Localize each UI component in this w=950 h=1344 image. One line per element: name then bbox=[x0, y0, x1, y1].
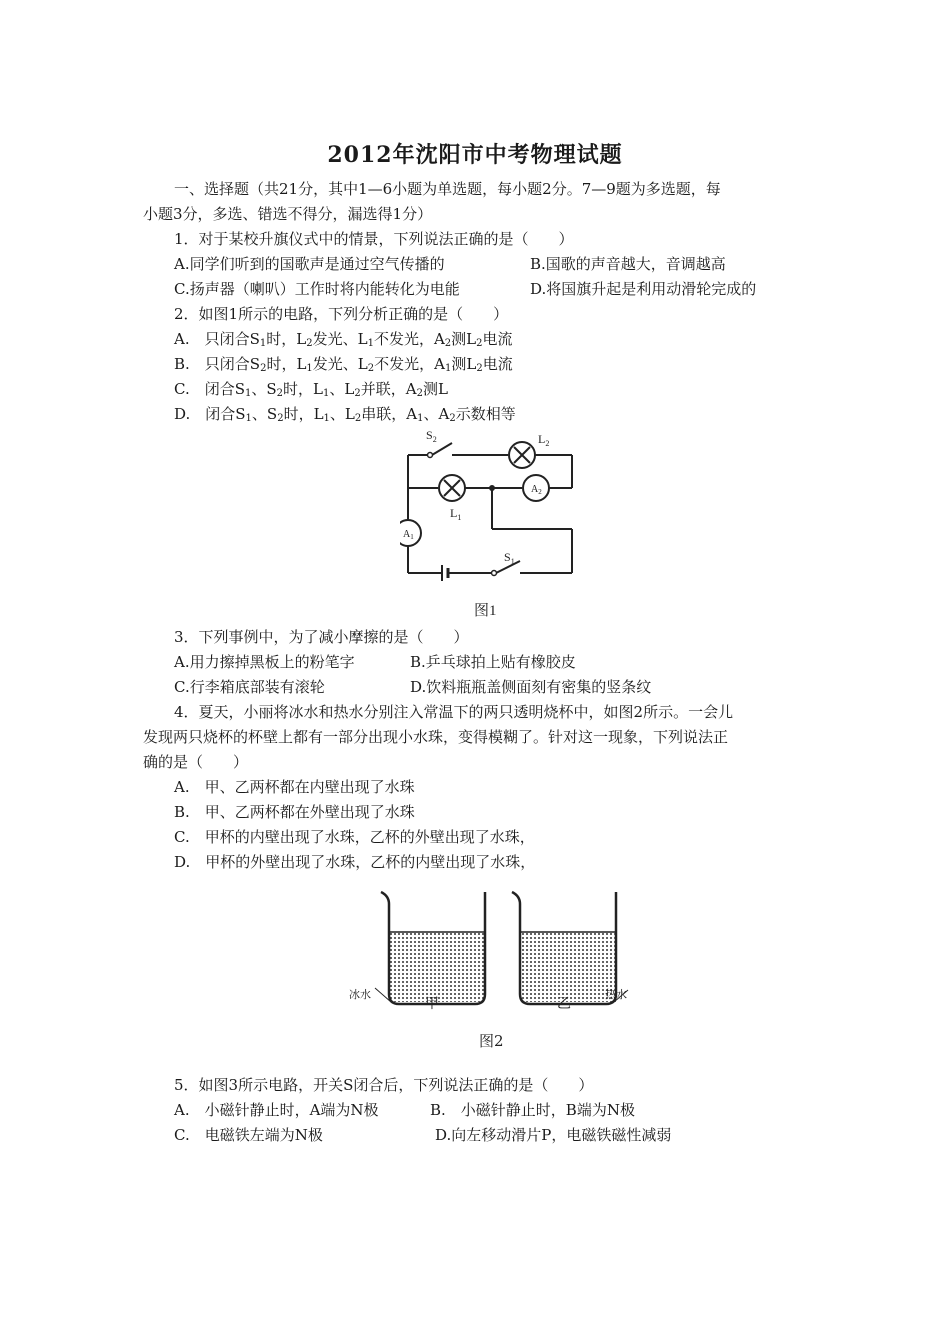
question-3-option-d: D.饮料瓶瓶盖侧面刻有密集的竖条纹 bbox=[410, 678, 652, 696]
question-3-option-b: B.乒乓球拍上贴有橡胶皮 bbox=[410, 653, 576, 671]
question-3-option-a: A.用力擦掉黑板上的粉笔字 bbox=[174, 653, 355, 671]
question-1-option-d: D.将国旗升起是利用动滑轮完成的 bbox=[530, 280, 757, 298]
label-l2: $L_2$ bbox=[538, 432, 550, 448]
figure-1-caption: 图1 bbox=[474, 603, 497, 619]
question-5-stem: 5．如图3所示电路，开关S闭合后，下列说法正确的是（ ） bbox=[174, 1076, 594, 1094]
question-2-option-d: D. 闭合$S_1$、$S_2$时，$L_1$、$L_2$串联，$A_1$、$A_2$示数相等 bbox=[174, 405, 516, 424]
figure-1-circuit-diagram bbox=[400, 425, 590, 625]
question-4-option-d: D. 甲杯的外壁出现了水珠，乙杯的内壁出现了水珠， bbox=[174, 853, 536, 871]
label-s2: $S_2$ bbox=[426, 428, 437, 444]
label-hot-water: 热水 bbox=[605, 988, 627, 1001]
question-2-stem: 2．如图1所示的电路，下列分析正确的是（ ） bbox=[174, 305, 509, 323]
question-1-stem: 1．对于某校升旗仪式中的情景，下列说法正确的是（ ） bbox=[174, 230, 574, 248]
figure-2-beakers bbox=[345, 880, 645, 1060]
question-2-option-c: C. 闭合$S_1$、$S_2$时，$L_1$、$L_2$并联，$A_2$测L bbox=[174, 380, 448, 399]
question-2-option-b: B. 只闭合$S_2$时，$L_1$发光、$L_2$不发光，$A_1$测$L_2$电流 bbox=[174, 355, 513, 374]
label-jia: 甲 bbox=[425, 996, 439, 1012]
question-4-stem-line1: 4．夏天，小丽将冰水和热水分别注入常温下的两只透明烧杯中，如图2所示。一会儿 bbox=[174, 703, 734, 721]
question-4-option-c: C. 甲杯的内壁出现了水珠，乙杯的外壁出现了水珠， bbox=[174, 828, 535, 846]
question-5-option-c: C. 电磁铁左端为N极 bbox=[174, 1126, 323, 1144]
figure-2-caption: 图2 bbox=[479, 1032, 504, 1050]
question-2-option-a: A. 只闭合$S_1$时，$L_2$发光、$L_1$不发光，$A_2$测$L_2$电流 bbox=[174, 330, 513, 349]
question-4-option-b: B. 甲、乙两杯都在外壁出现了水珠 bbox=[174, 803, 415, 821]
label-l1: $L_1$ bbox=[450, 506, 462, 522]
section-heading-line1: 一、选择题（共21分，其中1—6小题为单选题，每小题2分。7—9题为多选题，每 bbox=[174, 180, 721, 198]
label-ice-water: 冰水 bbox=[349, 988, 371, 1001]
label-a2: $A_2$ bbox=[531, 484, 542, 496]
question-5-option-d: D.向左移动滑片P，电磁铁磁性减弱 bbox=[435, 1126, 672, 1144]
label-yi: 乙 bbox=[557, 996, 571, 1012]
question-5-option-a: A. 小磁针静止时，A端为N极 bbox=[174, 1101, 379, 1119]
question-4-stem-line2: 发现两只烧杯的杯壁上都有一部分出现小水珠，变得模糊了。针对这一现象，下列说法正 bbox=[143, 728, 729, 746]
question-4-stem-line3: 确的是（ ） bbox=[143, 753, 249, 771]
question-3-option-c: C.行李箱底部装有滚轮 bbox=[174, 678, 325, 696]
section-heading-line2: 小题3分，多选、错选不得分，漏选得1分） bbox=[143, 205, 433, 223]
question-3-stem: 3．下列事例中，为了减小摩擦的是（ ） bbox=[174, 628, 469, 646]
beaker-jia bbox=[375, 892, 485, 1004]
question-1-option-a: A.同学们听到的国歌声是通过空气传播的 bbox=[174, 255, 445, 273]
page-title: 2012年沈阳市中考物理试题 bbox=[327, 142, 623, 168]
label-s1: $S_1$ bbox=[504, 550, 515, 566]
label-a1: $A_1$ bbox=[403, 529, 414, 541]
question-1-option-b: B.国歌的声音越大，音调越高 bbox=[530, 255, 726, 273]
question-1-option-c: C.扬声器（喇叭）工作时将内能转化为电能 bbox=[174, 280, 460, 298]
question-5-option-b: B. 小磁针静止时，B端为N极 bbox=[430, 1101, 635, 1119]
question-4-option-a: A. 甲、乙两杯都在内壁出现了水珠 bbox=[174, 778, 415, 796]
